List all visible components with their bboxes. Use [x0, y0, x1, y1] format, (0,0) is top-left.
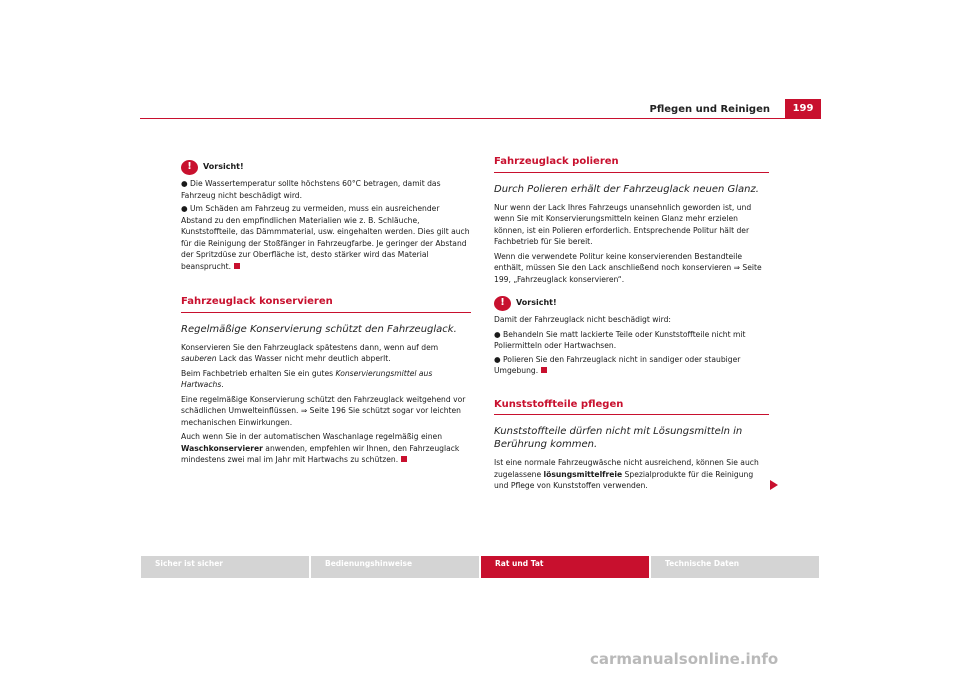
- footer-tab-bedienung[interactable]: Bedienungshinweise: [311, 556, 479, 578]
- section-end-icon: [401, 456, 407, 462]
- header-rule: [140, 118, 821, 119]
- exclamation-icon: !: [181, 160, 198, 175]
- warning-bullet-text: Die Wassertemperatur sollte höchstens 60°C betragen, damit das Fahrzeug nicht beschädigt wird.: [181, 179, 441, 200]
- warning-bullet-text: Polieren Sie den Fahrzeuglack nicht in sandiger oder staubiger Umgebung.: [494, 354, 741, 375]
- warning-bullet: [181, 178, 471, 201]
- warning-bullet-text: Um Schäden am Fahrzeug zu vermeiden, muss ein ausreichender Abstand zu den empfindlichen Materialien wie z. B. Schläuche, Kunststoffteile, das Dämmmaterial, usw. eingehalten werden. Dies gilt auch für die Reinigung der Stoßfänger in Fahrzeugfarbe. Je geringer der Abstand der Spritzdüse zur Oberfläche ist, desto stärker wird das Material beansprucht.: [181, 204, 470, 271]
- warning-box: [181, 158, 471, 272]
- warning-title: Vorsicht!: [516, 298, 557, 308]
- section-end-icon: [541, 367, 547, 373]
- paragraph: Beim Fachbetrieb erhalten Sie ein gutes Konservierungsmittel aus Hartwachs.: [181, 368, 433, 389]
- bullet-icon: ●: [181, 179, 188, 188]
- bullet-icon: ●: [181, 204, 188, 213]
- paragraph: Konservieren Sie den Fahrzeuglack spätestens dann, wenn auf dem sauberen Lack das Wasser nicht mehr deutlich abperlt.: [181, 342, 439, 363]
- section-subtitle: Regelmäßige Konservierung schützt den Fahrzeuglack.: [181, 323, 457, 335]
- warning-intro: Damit der Fahrzeuglack nicht beschädigt wird:: [494, 315, 671, 324]
- paragraph: Nur wenn der Lack Ihres Fahrzeugs unansehnlich geworden ist, und wenn Sie mit Konservierungsmitteln keinen Glanz mehr erzielen können, ist ein Polieren erforderlich. Entsprechende Politur hält der Fachbetrieb für Sie bereit.: [494, 202, 752, 246]
- watermark: carmanualsonline.info: [590, 650, 779, 668]
- warning-bullet-text: Behandeln Sie matt lackierte Teile oder Kunststoffteile nicht mit Poliermitteln oder Hartwachsen.: [494, 329, 746, 350]
- bullet-icon: ●: [494, 329, 501, 339]
- left-column: [181, 158, 471, 469]
- exclamation-icon: !: [494, 296, 511, 311]
- bullet-icon: ●: [494, 354, 501, 364]
- warning-bullet: [181, 203, 471, 272]
- warning-title: Vorsicht!: [203, 162, 244, 172]
- warning-header: [181, 158, 471, 176]
- paragraph: Ist eine normale Fahrzeugwäsche nicht ausreichend, können Sie auch zugelassene lösungsmittelfreie Spezialprodukte für die Reinigung und Pflege von Kunststoffen verwenden.: [494, 458, 759, 490]
- section-subtitle: Kunststoffteile dürfen nicht mit Lösungsmitteln in Berührung kommen.: [494, 426, 743, 450]
- section-title-polieren: Fahrzeuglack polieren: [494, 156, 769, 173]
- warning-header: [494, 294, 769, 312]
- warning-box: [494, 294, 769, 377]
- section-title-kunststoff: Kunststoffteile pflegen: [494, 399, 769, 416]
- running-header-title: Pflegen und Reinigen: [649, 104, 770, 115]
- footer-tab-sicher[interactable]: Sicher ist sicher: [141, 556, 309, 578]
- next-page-arrow-icon: [770, 480, 778, 490]
- right-column: [494, 156, 769, 495]
- page-number: 199: [785, 99, 821, 118]
- section-subtitle: Durch Polieren erhält der Fahrzeuglack neuen Glanz.: [494, 183, 759, 195]
- paragraph: Auch wenn Sie in der automatischen Waschanlage regelmäßig einen Waschkonservierer anwenden, empfehlen wir Ihnen, den Fahrzeuglack mindestens zwei mal im Jahr mit Hartwachs zu schützen.: [181, 432, 460, 464]
- section-title-konservieren: Fahrzeuglack konservieren: [181, 296, 471, 313]
- paragraph: Wenn die verwendete Politur keine konservierenden Bestandteile enthält, müssen Sie den Lack anschließend noch konservieren ⇒ Seite 199, „Fahrzeuglack konservieren“.: [494, 251, 762, 284]
- footer-tab-technische-daten[interactable]: Technische Daten: [651, 556, 819, 578]
- paragraph: Eine regelmäßige Konservierung schützt den Fahrzeuglack weitgehend vor schädlichen Umwelteinflüssen. ⇒ Seite 196 Sie schützt sogar vor leichten mechanischen Einwirkungen.: [181, 394, 466, 427]
- warning-bullet: [494, 354, 769, 377]
- warning-bullet: [494, 329, 769, 352]
- section-end-icon: [234, 263, 240, 269]
- footer-tab-rat-und-tat[interactable]: Rat und Tat: [481, 556, 649, 578]
